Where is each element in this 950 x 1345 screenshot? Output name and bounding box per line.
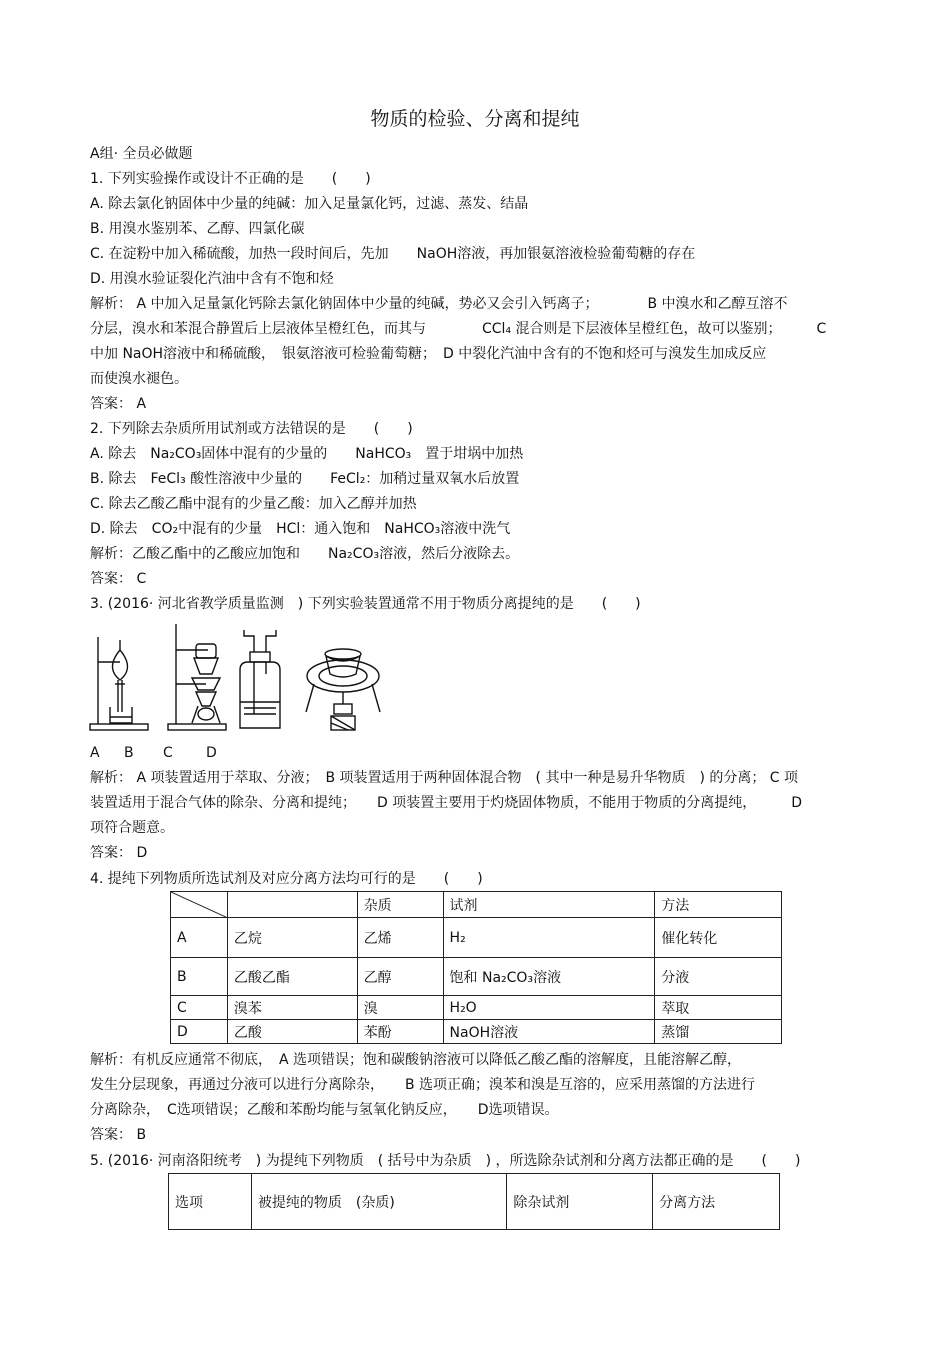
table-cell: 苯酚: [357, 1020, 443, 1044]
table-cell: 乙烷: [227, 918, 357, 958]
question-1-analysis-line: 中加 NaOH溶液中和稀硫酸， 银氨溶液可检验葡萄糖； D 中裂化汽油中含有的不饱和烃可与溴发生加成反应: [90, 346, 767, 362]
question-1-answer: 答案： A: [90, 396, 147, 412]
table-cell: 溴苯: [227, 996, 357, 1020]
apparatus-b-sublimation-icon: [168, 624, 226, 730]
table-row: [171, 958, 782, 996]
question-2-option-b: B. 除去 FeCl₃ 酸性溶液中少量的 FeCl₂：加稍过量双氧水后放置: [90, 471, 520, 487]
header-cell: 除杂试剂: [507, 1174, 653, 1230]
header-cell: 被提纯的物质 (杂质): [251, 1174, 507, 1230]
figure-label-a: A: [90, 745, 100, 761]
question-2-answer: 答案： C: [90, 571, 147, 587]
table-row: [171, 918, 782, 958]
table-cell: 分液: [655, 958, 782, 996]
question-1-option-d: D. 用溴水验证裂化汽油中含有不饱和烃: [90, 271, 334, 287]
apparatus-c-gas-washing-bottle-icon: [240, 630, 280, 728]
question-5-stem: 5. (2016· 河南洛阳统考 ) 为提纯下列物质 ( 括号中为杂质 ) ，所选除杂试剂和分离方法都正确的是 ( ): [90, 1153, 801, 1169]
question-1-option-c: C. 在淀粉中加入稀硫酸，加热一段时间后，先加 NaOH溶液，再加银氨溶液检验葡萄糖的存在: [90, 246, 696, 262]
question-3-answer: 答案： D: [90, 845, 148, 861]
table-cell: 乙醇: [357, 958, 443, 996]
table-cell: 乙酸乙酯: [227, 958, 357, 996]
question-1-option-b: B. 用溴水鉴别苯、乙醇、四氯化碳: [90, 221, 305, 237]
table-header-row: [169, 1174, 780, 1230]
question-3-stem: 3. (2016· 河北省教学质量监测 ) 下列实验装置通常不用于物质分离提纯的是 ( ): [90, 596, 641, 612]
figure-label-d: D: [206, 745, 217, 761]
question-4-analysis-line: 发生分层现象，再通过分液可以进行分离除杂， B 选项正确；溴苯和溴是互溶的，应采用蒸馏的方法进行: [90, 1077, 756, 1093]
header-cell: 选项: [169, 1174, 252, 1230]
question-1-analysis-line: 解析： A 中加入足量氯化钙除去氯化钠固体中少量的纯碱，势必又会引入钙离子； B 中溴水和乙醇互溶不: [90, 296, 788, 312]
question-2-stem: 2. 下列除去杂质所用试剂或方法错误的是 ( ): [90, 421, 413, 437]
diagonal-header-cell: [171, 892, 228, 918]
header-cell: [227, 892, 357, 918]
question-2-option-a: A. 除去 Na₂CO₃固体中混有的少量的 NaHCO₃ 置于坩埚中加热: [90, 446, 524, 462]
table-cell: 乙酸: [227, 1020, 357, 1044]
question-3-analysis-line: 项符合题意。: [90, 820, 174, 836]
question-5-table: [168, 1173, 780, 1230]
table-cell: 溴: [357, 996, 443, 1020]
table-cell: NaOH溶液: [443, 1020, 655, 1044]
figure-label-c: C: [163, 745, 173, 761]
question-1-stem: 1. 下列实验操作或设计不正确的是 ( ): [90, 171, 371, 187]
table-row: [171, 1020, 782, 1044]
table-cell: D: [171, 1020, 228, 1044]
question-2-option-d: D. 除去 CO₂中混有的少量 HCl：通入饱和 NaHCO₃溶液中洗气: [90, 521, 511, 537]
question-3-analysis-line: 装置适用于混合气体的除杂、分离和提纯； D 项装置主要用于灼烧固体物质，不能用于物质的分离提纯， D: [90, 795, 803, 811]
apparatus-a-separatory-funnel-icon: [90, 637, 148, 730]
header-cell: 试剂: [443, 892, 655, 918]
question-2-option-c: C. 除去乙酸乙酯中混有的少量乙酸：加入乙醇并加热: [90, 496, 417, 512]
page-title: 物质的检验、分离和提纯: [370, 108, 580, 130]
question-4-answer: 答案： B: [90, 1127, 147, 1143]
group-heading: A组· 全员必做题: [90, 146, 193, 162]
header-cell: 分离方法: [653, 1174, 780, 1230]
question-1-analysis-line: 分层，溴水和苯混合静置后上层液体呈橙红色，而其与 CCl₄ 混合则是下层液体呈橙红色，故可以鉴别； C: [90, 321, 827, 337]
table-cell: B: [171, 958, 228, 996]
question-4-stem: 4. 提纯下列物质所选试剂及对应分离方法均可行的是 ( ): [90, 871, 483, 887]
table-cell: H₂O: [443, 996, 655, 1020]
question-1-option-a: A. 除去氯化钠固体中少量的纯碱：加入足量氯化钙，过滤、蒸发、结晶: [90, 196, 529, 212]
figure-label-b: B: [124, 745, 134, 761]
question-2-analysis-line: 解析：乙酸乙酯中的乙酸应加饱和 Na₂CO₃溶液，然后分液除去。: [90, 546, 520, 562]
table-cell: H₂: [443, 918, 655, 958]
apparatus-figures: [88, 622, 388, 737]
table-cell: 乙烯: [357, 918, 443, 958]
table-row: [171, 996, 782, 1020]
apparatus-d-crucible-burner-icon: [306, 649, 380, 730]
table-header-row: [171, 892, 782, 918]
table-cell: C: [171, 996, 228, 1020]
question-1-analysis-line: 而使溴水褪色。: [90, 371, 188, 387]
question-4-table: [170, 891, 782, 1044]
table-cell: 饱和 Na₂CO₃溶液: [443, 958, 655, 996]
header-cell: 杂质: [357, 892, 443, 918]
table-cell: 萃取: [655, 996, 782, 1020]
question-4-analysis-line: 分离除杂， C选项错误；乙酸和苯酚均能与氢氧化钠反应， D选项错误。: [90, 1102, 559, 1118]
table-cell: 催化转化: [655, 918, 782, 958]
table-cell: 蒸馏: [655, 1020, 782, 1044]
question-3-analysis-line: 解析： A 项装置适用于萃取、分液； B 项装置适用于两种固体混合物 ( 其中一种是易升华物质 ) 的分离； C 项: [90, 770, 799, 786]
question-4-analysis-line: 解析：有机反应通常不彻底， A 选项错误；饱和碳酸钠溶液可以降低乙酸乙酯的溶解度，且能溶解乙醇，: [90, 1052, 742, 1068]
header-cell: 方法: [655, 892, 782, 918]
table-cell: A: [171, 918, 228, 958]
